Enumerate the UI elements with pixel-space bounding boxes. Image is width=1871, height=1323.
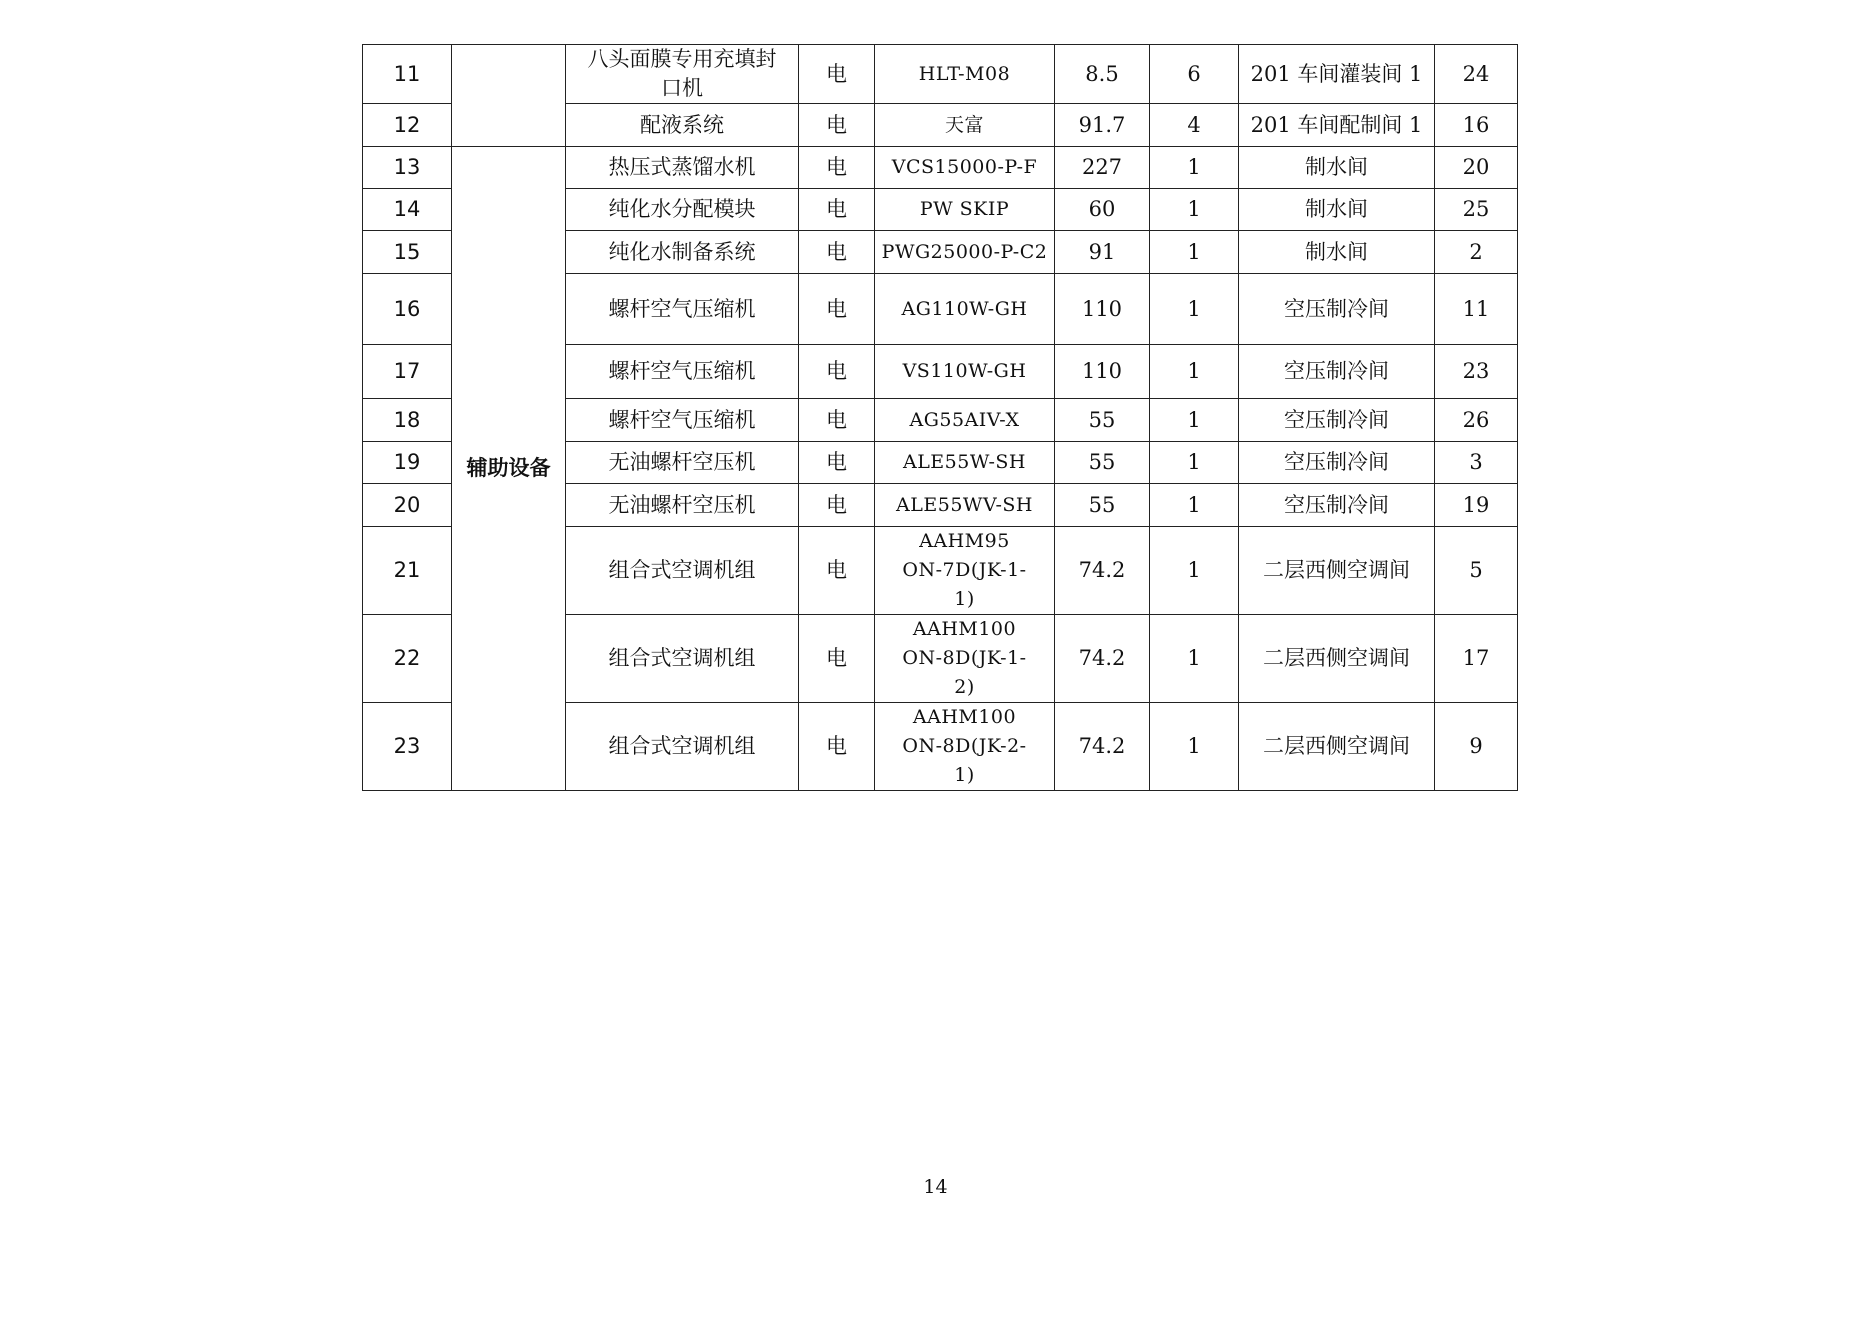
energy-type: 电 — [799, 189, 875, 231]
quantity-value: 1 — [1150, 527, 1239, 615]
location: 空压制冷间 — [1239, 442, 1435, 484]
equipment-name: 配液系统 — [566, 104, 799, 147]
location: 制水间 — [1239, 147, 1435, 189]
equipment-name: 螺杆空气压缩机 — [566, 274, 799, 345]
row-number: 20 — [363, 484, 452, 527]
ref-number: 17 — [1435, 615, 1518, 703]
quantity-value: 1 — [1150, 345, 1239, 399]
ref-number: 3 — [1435, 442, 1518, 484]
ref-number: 2 — [1435, 231, 1518, 274]
model-number: AAHM100 ON-8D(JK-1-2) — [875, 615, 1055, 703]
ref-number: 24 — [1435, 45, 1518, 104]
equipment-name: 螺杆空气压缩机 — [566, 399, 799, 442]
location: 二层西侧空调间 — [1239, 703, 1435, 791]
row-number: 12 — [363, 104, 452, 147]
ref-number: 16 — [1435, 104, 1518, 147]
equipment-name: 螺杆空气压缩机 — [566, 345, 799, 399]
row-number: 19 — [363, 442, 452, 484]
model-number: PWG25000-P-C2 — [875, 231, 1055, 274]
location: 空压制冷间 — [1239, 399, 1435, 442]
energy-type: 电 — [799, 345, 875, 399]
row-number: 16 — [363, 274, 452, 345]
power-value: 55 — [1055, 399, 1150, 442]
model-number: AAHM95 ON-7D(JK-1-1) — [875, 527, 1055, 615]
model-number: AAHM100 ON-8D(JK-2-1) — [875, 703, 1055, 791]
model-number: ALE55WV-SH — [875, 484, 1055, 527]
equipment-name: 纯化水分配模块 — [566, 189, 799, 231]
power-value: 8.5 — [1055, 45, 1150, 104]
location: 空压制冷间 — [1239, 345, 1435, 399]
ref-number: 26 — [1435, 399, 1518, 442]
model-number: PW SKIP — [875, 189, 1055, 231]
row-number: 14 — [363, 189, 452, 231]
quantity-value: 1 — [1150, 147, 1239, 189]
equipment-name: 组合式空调机组 — [566, 527, 799, 615]
category-cell-empty — [452, 45, 566, 147]
row-number: 11 — [363, 45, 452, 104]
location: 空压制冷间 — [1239, 484, 1435, 527]
power-value: 91 — [1055, 231, 1150, 274]
row-number: 21 — [363, 527, 452, 615]
power-value: 227 — [1055, 147, 1150, 189]
location: 201 车间配制间 1 — [1239, 104, 1435, 147]
model-number: VS110W-GH — [875, 345, 1055, 399]
quantity-value: 1 — [1150, 484, 1239, 527]
quantity-value: 1 — [1150, 442, 1239, 484]
location: 二层西侧空调间 — [1239, 615, 1435, 703]
power-value: 110 — [1055, 274, 1150, 345]
quantity-value: 1 — [1150, 703, 1239, 791]
equipment-name: 热压式蒸馏水机 — [566, 147, 799, 189]
energy-type: 电 — [799, 45, 875, 104]
power-value: 74.2 — [1055, 615, 1150, 703]
power-value: 74.2 — [1055, 527, 1150, 615]
model-number: AG110W-GH — [875, 274, 1055, 345]
energy-type: 电 — [799, 703, 875, 791]
row-number: 17 — [363, 345, 452, 399]
energy-type: 电 — [799, 147, 875, 189]
energy-type: 电 — [799, 615, 875, 703]
quantity-value: 1 — [1150, 399, 1239, 442]
power-value: 60 — [1055, 189, 1150, 231]
row-number: 23 — [363, 703, 452, 791]
energy-type: 电 — [799, 442, 875, 484]
energy-type: 电 — [799, 399, 875, 442]
equipment-name: 组合式空调机组 — [566, 703, 799, 791]
quantity-value: 1 — [1150, 231, 1239, 274]
location: 201 车间灌装间 1 — [1239, 45, 1435, 104]
power-value: 91.7 — [1055, 104, 1150, 147]
equipment-name: 无油螺杆空压机 — [566, 442, 799, 484]
row-number: 18 — [363, 399, 452, 442]
equipment-name: 无油螺杆空压机 — [566, 484, 799, 527]
quantity-value: 6 — [1150, 45, 1239, 104]
equipment-name: 纯化水制备系统 — [566, 231, 799, 274]
power-value: 55 — [1055, 484, 1150, 527]
ref-number: 25 — [1435, 189, 1518, 231]
energy-type: 电 — [799, 484, 875, 527]
location: 空压制冷间 — [1239, 274, 1435, 345]
ref-number: 9 — [1435, 703, 1518, 791]
table-row — [363, 45, 1518, 104]
table-row — [363, 147, 1518, 189]
energy-type: 电 — [799, 274, 875, 345]
power-value: 74.2 — [1055, 703, 1150, 791]
equipment-name: 八头面膜专用充填封口机 — [566, 45, 799, 104]
quantity-value: 1 — [1150, 274, 1239, 345]
model-number: ALE55W-SH — [875, 442, 1055, 484]
ref-number: 11 — [1435, 274, 1518, 345]
model-number: 天富 — [875, 104, 1055, 147]
location: 二层西侧空调间 — [1239, 527, 1435, 615]
category-aux-equipment: 辅助设备 — [452, 147, 566, 791]
page-number: 14 — [923, 1176, 948, 1198]
quantity-value: 1 — [1150, 189, 1239, 231]
ref-number: 20 — [1435, 147, 1518, 189]
model-number: HLT-M08 — [875, 45, 1055, 104]
row-number: 13 — [363, 147, 452, 189]
power-value: 55 — [1055, 442, 1150, 484]
row-number: 22 — [363, 615, 452, 703]
quantity-value: 4 — [1150, 104, 1239, 147]
location: 制水间 — [1239, 231, 1435, 274]
model-number: VCS15000-P-F — [875, 147, 1055, 189]
ref-number: 19 — [1435, 484, 1518, 527]
ref-number: 5 — [1435, 527, 1518, 615]
equipment-name: 组合式空调机组 — [566, 615, 799, 703]
energy-type: 电 — [799, 527, 875, 615]
power-value: 110 — [1055, 345, 1150, 399]
ref-number: 23 — [1435, 345, 1518, 399]
quantity-value: 1 — [1150, 615, 1239, 703]
row-number: 15 — [363, 231, 452, 274]
location: 制水间 — [1239, 189, 1435, 231]
equipment-table — [362, 44, 1518, 791]
model-number: AG55AIV-X — [875, 399, 1055, 442]
energy-type: 电 — [799, 104, 875, 147]
energy-type: 电 — [799, 231, 875, 274]
